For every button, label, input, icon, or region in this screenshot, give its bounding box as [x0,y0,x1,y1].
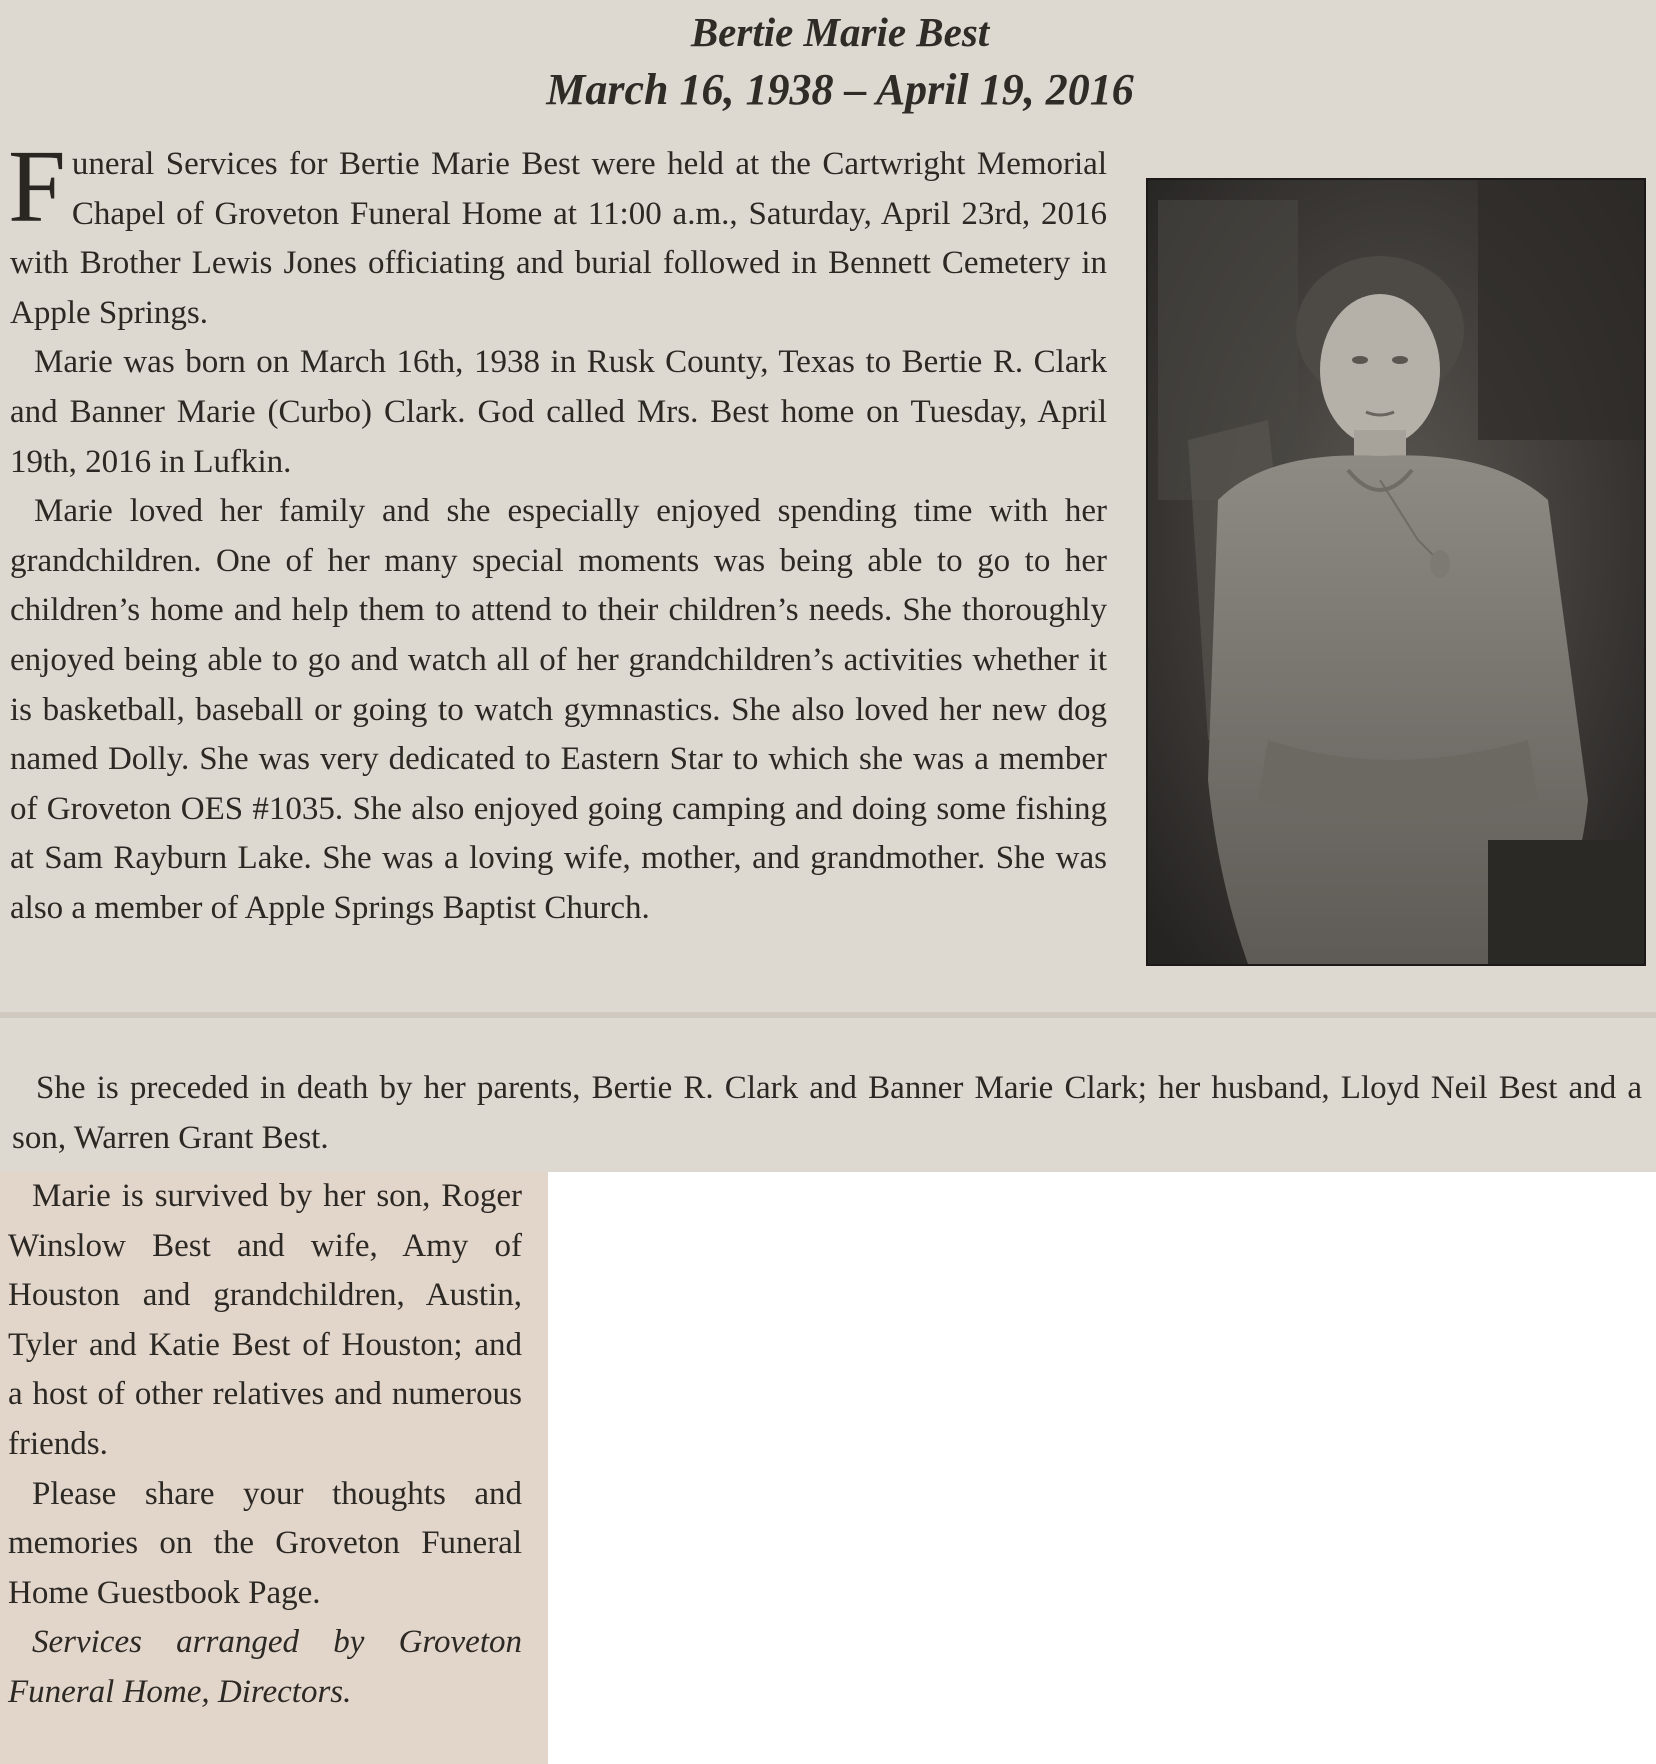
obituary-column-wide [12,1064,1642,1163]
paragraph-credit: Services arranged by Groveton Funeral Home, Directors. [8,1624,522,1710]
obituary-dates: March 16, 1938 – April 19, 2016 [546,65,1134,114]
paragraph-guestbook: Please share your thoughts and memories on the Groveton Funeral Home Guestbook Page. [8,1475,522,1611]
credit-block [8,1618,522,1717]
clipping-seam [0,1012,1656,1018]
paragraph-life: Marie loved her family and she especially enjoyed spending time with her grandchildren. One of her many special moments was being able to go to her children’s home and help them to attend to their children’s needs. She thoroughly enjoyed being able to go and watch all of her grandchildren’s activities whether it is basketball, baseball or going to watch gymnastics. She also loved her new dog named Dolly. She was very dedicated to Eastern Star to which she was a member of Groveton OES #1035. She also enjoyed going camping and doing some fishing at Sam Rayburn Lake. She was a loving wife, mother, and grandmother. She was also a member of Apple Springs Baptist Church. [10,493,1107,926]
paragraph-birth: Marie was born on March 16th, 1938 in Rusk County, Texas to Bertie R. Clark and Banner Marie (Curbo) Clark. God called Mrs. Best home on Tuesday, April 19th, 2016 in Lufkin. [10,344,1107,480]
obituary-name: Bertie Marie Best [690,9,990,55]
paragraph-services-text: uneral Services for Bertie Marie Best were held at the Cartwright Memorial Chapel of Groveton Funeral Home at 11:00 a.m., Saturday, April 23rd, 2016 with Brother Lewis Jones officiating and burial followed in Bennett Cemetery in Apple Springs. [10,146,1107,331]
obituary-column-main [8,129,1107,934]
portrait-photo-icon [1146,178,1646,966]
paragraph-survived: Marie is survived by her son, Roger Winslow Best and wife, Amy of Houston and grandchildren, Austin, Tyler and Katie Best of Houston; and a host of other relatives and numerous friends. [8,1178,522,1462]
obituary-column-narrow [8,1172,522,1718]
paragraph-services [8,129,1107,338]
paragraph-preceded: She is preceded in death by her parents, Bertie R. Clark and Banner Marie Clark; her husband, Lloyd Neil Best and a son, Warren Grant Best. [12,1070,1642,1156]
drop-cap: F [8,129,66,244]
